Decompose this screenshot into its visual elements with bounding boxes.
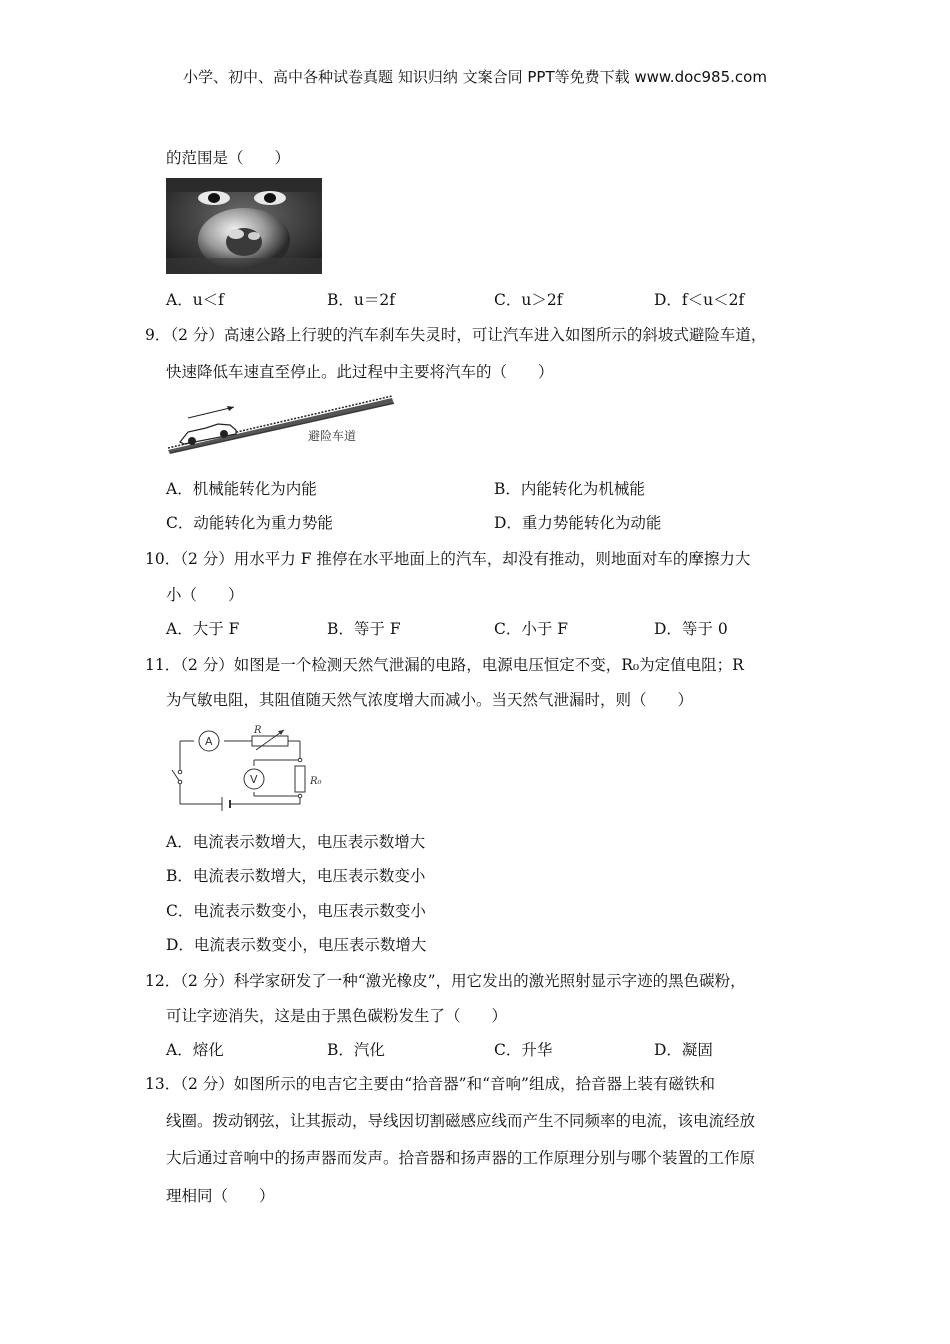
- q13-stem-line1: 13．（2 分）如图所示的电吉它主要由“拾音器”和“音响”组成，拾音器上装有磁铁和: [145, 1075, 715, 1093]
- q10-stem-line2: 小（ ）: [166, 586, 244, 604]
- q12-option-c[interactable]: C．升华: [494, 1041, 553, 1059]
- q10-option-b[interactable]: B．等于 F: [327, 620, 401, 638]
- q10-option-d[interactable]: D．等于 0: [654, 620, 728, 638]
- q11-option-c[interactable]: C．电流表示数变小，电压表示数变小: [166, 902, 426, 920]
- q8-tail: 的范围是（ ）: [166, 149, 291, 167]
- q12-option-b[interactable]: B．汽化: [327, 1041, 385, 1059]
- q9-option-c[interactable]: C．动能转化为重力势能: [166, 514, 333, 532]
- q12-option-d[interactable]: D．凝固: [654, 1041, 713, 1059]
- q11-option-d[interactable]: D．电流表示数变小，电压表示数增大: [166, 936, 427, 954]
- q9-figure-label: 避险车道: [308, 429, 357, 443]
- q12-stem-line2: 可让字迹消失，这是由于黑色碳粉发生了（ ）: [166, 1007, 508, 1025]
- q11-voltmeter-label: V: [250, 773, 258, 786]
- q12-stem-line1: 12．（2 分）科学家研发了一种“激光橡皮”，用它发出的激光照射显示字迹的黑色碳粉，: [145, 972, 746, 990]
- q13-stem-line2: 线圈。拨动钢弦，让其振动，导线因切割磁感应线而产生不同频率的电流，该电流经放: [166, 1112, 756, 1130]
- q9-option-b[interactable]: B．内能转化为机械能: [494, 480, 645, 498]
- q12-option-a[interactable]: A．熔化: [166, 1041, 224, 1059]
- q9-stem-line1: 9．（2 分）高速公路上行驶的汽车刹车失灵时，可让汽车进入如图所示的斜坡式避险车道，: [145, 326, 767, 344]
- q8-option-a[interactable]: A．u＜f: [166, 291, 224, 309]
- q11-ammeter-label: A: [205, 735, 213, 748]
- page-header: 小学、初中、高中各种试卷真题 知识归纳 文案合同 PPT等免费下载 www.doc985.com: [183, 68, 767, 86]
- q11-option-a[interactable]: A．电流表示数增大，电压表示数增大: [166, 833, 426, 851]
- q11-circuit-diagram: [170, 724, 340, 816]
- q10-stem-line1: 10．（2 分）用水平力 F 推停在水平地面上的汽车，却没有推动，则地面对车的摩擦力大: [145, 550, 751, 568]
- q8-photo: [166, 178, 322, 274]
- q11-stem-line2: 为气敏电阻，其阻值随天然气浓度增大而减小。当天然气泄漏时，则（ ）: [166, 691, 694, 709]
- q11-r0-label: R₀: [310, 776, 322, 787]
- q8-option-b[interactable]: B．u＝2f: [327, 291, 395, 309]
- q8-option-c[interactable]: C．u＞2f: [494, 291, 563, 309]
- q10-option-a[interactable]: A．大于 F: [166, 620, 240, 638]
- q11-option-b[interactable]: B．电流表示数增大，电压表示数变小: [166, 867, 426, 885]
- q13-stem-line4: 理相同（ ）: [166, 1187, 275, 1205]
- q8-option-d[interactable]: D．f＜u＜2f: [654, 291, 745, 309]
- q11-stem-line1: 11．（2 分）如图是一个检测天然气泄漏的电路，电源电压恒定不变，R₀为定值电阻；R: [145, 656, 744, 674]
- q9-option-d[interactable]: D．重力势能转化为动能: [494, 514, 662, 532]
- q9-stem-line2: 快速降低车速直至停止。此过程中主要将汽车的（ ）: [166, 363, 554, 381]
- q10-option-c[interactable]: C．小于 F: [494, 620, 569, 638]
- q9-ramp-figure: [166, 392, 396, 454]
- q13-stem-line3: 大后通过音响中的扬声器而发声。拾音器和扬声器的工作原理分别与哪个装置的工作原: [166, 1149, 756, 1167]
- q11-r-label: R: [254, 725, 262, 736]
- q9-option-a[interactable]: A．机械能转化为内能: [166, 480, 317, 498]
